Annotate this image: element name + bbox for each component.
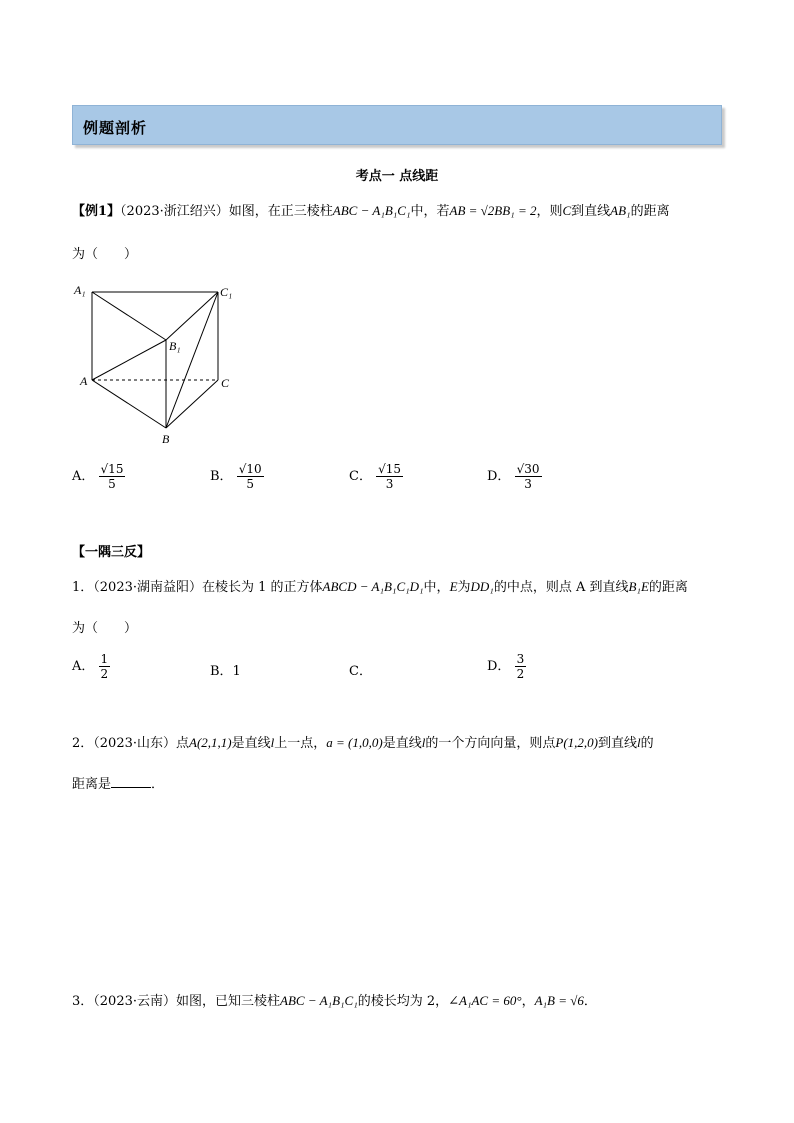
q2-text-c: 上一点，	[274, 736, 327, 751]
example1-text-a: 如图，在正三棱柱	[228, 204, 333, 219]
fraction-numerator: √30	[516, 462, 540, 476]
example1-line1	[72, 200, 670, 219]
q2-line-l: l	[421, 735, 426, 750]
example1-option-a	[72, 462, 125, 491]
fraction-numerator: √15	[378, 462, 402, 476]
fraction-denominator: 5	[246, 477, 254, 491]
q3-number: 3．	[72, 994, 94, 1009]
option-fraction	[376, 462, 403, 491]
section-banner	[72, 105, 722, 145]
q1-text-a: 在棱长为 1 的正方体	[202, 580, 323, 595]
q3-text-b: 的棱长均为 2，	[357, 994, 449, 1009]
q2-text-a: 点	[176, 736, 190, 751]
q1-text-c: 为	[457, 580, 471, 595]
example1-point-c: C	[562, 203, 572, 218]
section-title: 例题剖析	[83, 119, 148, 137]
example1-text-b: 中，若	[410, 204, 450, 219]
q1-option-b: B．1	[210, 664, 241, 679]
answer-blank[interactable]	[111, 787, 151, 788]
q1-dd1: DD₁	[470, 579, 494, 594]
q2-line-l: l	[270, 735, 275, 750]
q2-text-e: 的一个方向向量，则点	[425, 736, 556, 751]
q1-option-d	[487, 652, 526, 681]
option-fraction	[99, 652, 111, 681]
example1-text-e: 的距离	[630, 204, 670, 219]
q2-point-a: A(2,1,1)	[189, 735, 232, 750]
label-b1: B₁	[169, 339, 181, 353]
example1-option-c	[349, 462, 403, 491]
edge-a1b1	[92, 292, 166, 340]
option-letter: B．	[210, 469, 233, 484]
q2-point-p: P(1,2,0)	[555, 735, 598, 750]
q1-number: 1．	[72, 580, 94, 595]
fraction-denominator: 5	[108, 477, 116, 491]
example1-tag: 【例1】	[72, 204, 121, 219]
example1-prism: ABC − A₁B₁C₁	[332, 203, 411, 218]
edge-ab	[92, 380, 166, 428]
option-letter: A．	[72, 659, 95, 674]
example1-text-c: ，则	[536, 204, 563, 219]
edge-ab1	[92, 340, 166, 380]
fraction-numerator: √10	[238, 462, 262, 476]
label-a: A	[80, 374, 88, 388]
kaodian-title: 考点一 点线距	[355, 169, 439, 184]
fraction-numerator: 1	[100, 652, 109, 666]
example1-source: （2023·浙江绍兴）	[120, 204, 229, 219]
example1-option-d	[487, 462, 542, 491]
q3-text-c: ，	[521, 994, 535, 1009]
option-fraction	[515, 462, 542, 491]
q3-text-d: ．	[583, 994, 597, 1009]
q1-source: （2023·湖南益阳）	[93, 580, 202, 595]
option-fraction	[237, 462, 264, 491]
edge-bc	[166, 380, 218, 428]
yiju-title: 【一隅三反】	[72, 545, 151, 560]
q1-text-e: 的距离	[648, 580, 688, 595]
q1-cube: ABCD − A₁B₁C₁D₁	[322, 579, 424, 594]
q2-number: 2．	[72, 736, 94, 751]
example1-text-d: 到直线	[571, 204, 611, 219]
q1-text-b: 中，	[423, 580, 450, 595]
option-letter: A．	[72, 469, 95, 484]
example1-option-b	[210, 462, 264, 491]
q3-prism: ABC − A₁B₁C₁	[280, 993, 358, 1008]
fraction-numerator: 3	[516, 652, 525, 666]
q3-source: （2023·云南）	[93, 994, 176, 1009]
q3-angle: ∠A₁AC = 60°	[448, 993, 522, 1008]
q3-line1	[72, 990, 597, 1009]
q1-point-e: E	[449, 579, 458, 594]
fraction-denominator: 2	[516, 667, 525, 681]
option-letter: D．	[487, 659, 511, 674]
q2-text-g: 的	[640, 736, 654, 751]
prism-figure	[70, 280, 250, 450]
option-fraction	[99, 462, 126, 491]
example1-line2: 为（ ）	[72, 247, 138, 262]
q1-text-d: 的中点，则点 A 到直线	[493, 580, 629, 595]
fraction-denominator: 3	[385, 477, 394, 491]
q2-text-f: 到直线	[597, 736, 637, 751]
fraction-numerator: √15	[100, 462, 124, 476]
q2-line1	[72, 732, 654, 751]
label-a1: A₁	[74, 283, 86, 297]
q2-text-b: 是直线	[231, 736, 271, 751]
edge-bc1	[166, 292, 218, 428]
q1-option-a	[72, 652, 110, 681]
label-b: B	[162, 432, 170, 446]
option-fraction	[515, 652, 527, 681]
q2-source: （2023·山东）	[93, 736, 176, 751]
q1-line2: 为（ ）	[72, 621, 138, 636]
q1-b1e: B₁E	[628, 579, 649, 594]
label-c1: C₁	[220, 285, 233, 299]
fraction-denominator: 2	[100, 667, 109, 681]
q2-line-l: l	[637, 735, 641, 750]
q2-line2	[72, 773, 164, 792]
fraction-denominator: 3	[524, 477, 532, 491]
example1-line: AB₁	[610, 203, 631, 218]
q1-line1	[72, 576, 688, 595]
edge-b1c1	[166, 292, 218, 340]
q1-option-c: C．	[349, 664, 372, 679]
q2-line2-end: ．	[151, 777, 165, 792]
q3-length: A₁B = √6	[534, 993, 584, 1008]
q3-text-a: 如图，已知三棱柱	[176, 994, 281, 1009]
label-c: C	[221, 376, 230, 390]
option-letter: D．	[487, 469, 511, 484]
q2-line2-text: 距离是	[72, 777, 112, 792]
option-letter: C．	[349, 469, 372, 484]
q2-text-d: 是直线	[382, 736, 422, 751]
example1-cond: AB = √2BB₁ = 2	[449, 203, 537, 218]
q2-vector-a: a = (1,0,0)	[326, 735, 383, 750]
